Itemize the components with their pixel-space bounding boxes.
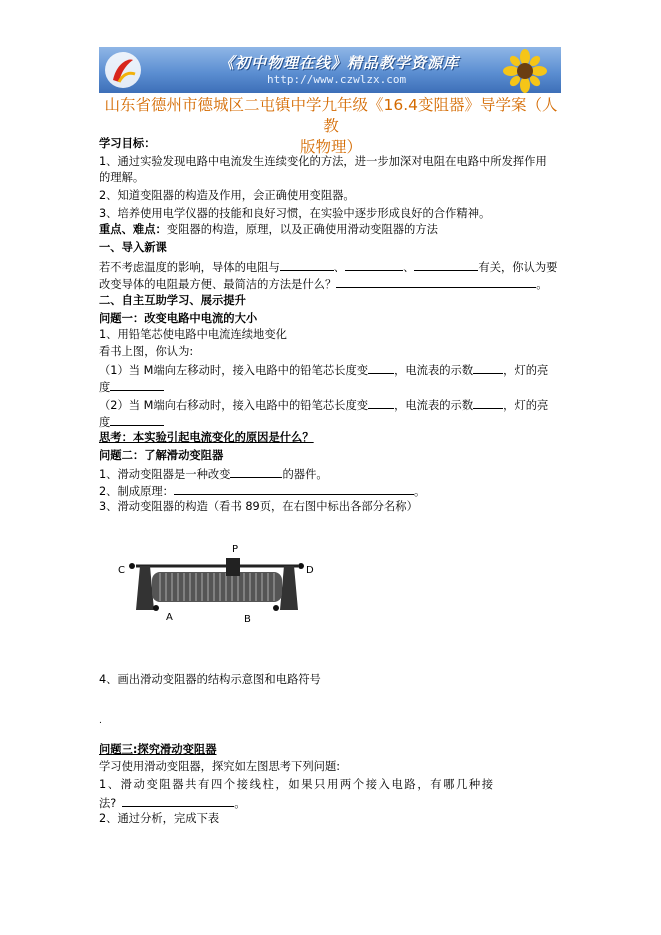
blank-field[interactable] — [473, 396, 503, 409]
key-points — [99, 222, 438, 237]
problem2-item2 — [99, 482, 425, 499]
q1-du: 度 — [99, 381, 111, 394]
blank-field[interactable] — [110, 413, 164, 426]
q2-text2: ，电流表的示数 — [394, 399, 474, 412]
problem3-heading: 问题三:探究滑动变阻器 — [99, 743, 217, 756]
rheostat-diagram — [108, 540, 323, 630]
document-title-line1: 山东省德州市德城区二屯镇中学九年级《16.4变阻器》导学案（人教 — [104, 96, 558, 135]
terminal-a — [153, 605, 159, 611]
section2-heading: 二、自主互助学习、展示提升 — [99, 294, 246, 307]
slider-p — [226, 558, 240, 576]
think-question: 思考：本实验引起电流变化的原因是什么？ — [99, 431, 314, 444]
problem2-heading: 问题二：了解滑动变阻器 — [99, 449, 224, 462]
problem2-item3: 3、滑动变阻器的构造（看书 89页，在右图中标出各部分名称） — [99, 500, 418, 513]
period: 。 — [536, 278, 548, 291]
q2-text: （2）当 M端向右移动时，接入电路中的铅笔芯长度变 — [99, 399, 369, 412]
p2-1-text: 1、滑动变阻器是一种改变 — [99, 468, 231, 481]
problem1-q2 — [99, 396, 548, 413]
key-points-text: 变阻器的构造，原理，以及正确使用滑动变阻器的方法 — [166, 223, 438, 236]
label-a: A — [166, 612, 173, 623]
blank-field[interactable] — [345, 258, 403, 271]
label-d: D — [306, 565, 314, 576]
sunflower-icon — [495, 49, 555, 93]
intro-question-2 — [99, 275, 548, 292]
problem3-intro: 学习使用滑动变阻器，探究如左图思考下列问题: — [99, 760, 341, 773]
blank-field[interactable] — [368, 396, 394, 409]
document-title — [99, 95, 563, 158]
blank-field[interactable] — [230, 465, 282, 478]
problem2-item1 — [99, 465, 328, 482]
goal-1a: 1、通过实验发现电路中电流发生连续变化的方法，进一步加深对电阻在电路中所发挥作用 — [99, 155, 547, 168]
problem3-item1: 1、滑动变阻器共有四个接线柱，如果只用两个接入电路，有哪几种接 — [99, 778, 495, 791]
intro-question-1 — [99, 258, 557, 275]
intro-q1-text: 若不考虑温度的影响，导体的电阻与 — [99, 261, 280, 274]
problem3-item1-cont — [99, 794, 246, 811]
blank-field[interactable] — [174, 482, 414, 495]
label-p: P — [232, 544, 239, 555]
terminal-d — [298, 563, 304, 569]
q1-text: （1）当 M端向左移动时，接入电路中的铅笔芯长度变 — [99, 364, 369, 377]
right-stand — [280, 566, 298, 610]
p2-2-text: 2、制成原理： — [99, 485, 174, 498]
left-stand — [136, 566, 154, 610]
goal-2: 2、知道变阻器的构造及作用，会正确使用变阻器。 — [99, 189, 355, 202]
blank-field[interactable] — [110, 378, 164, 391]
header-banner — [99, 47, 561, 93]
label-b: B — [244, 614, 251, 625]
q2-text3: ，灯的亮 — [503, 399, 549, 412]
period: 。 — [234, 797, 246, 810]
banner-title: 《初中物理在线》精品教学资源库 — [219, 54, 460, 72]
p3-3-text: 法? — [99, 797, 117, 810]
q1-text3: ，灯的亮 — [503, 364, 549, 377]
intro-q2-text: 改变导体的电阻最方便、最简洁的方法是什么？ — [99, 278, 337, 291]
document-title-line2: 版物理） — [299, 138, 362, 156]
problem1-q2-cont — [99, 413, 164, 430]
period: 。 — [413, 485, 426, 498]
label-c: C — [118, 565, 125, 576]
problem1-q1-cont — [99, 378, 164, 395]
site-logo-icon — [103, 50, 143, 90]
goals-heading: 学习目标： — [99, 137, 156, 150]
blank-field[interactable] — [473, 361, 503, 374]
terminal-c — [129, 563, 135, 569]
blank-field[interactable] — [280, 258, 334, 271]
goal-3: 3、培养使用电学仪器的技能和良好习惯，在实验中逐步形成良好的合作精神。 — [99, 207, 491, 220]
problem1-prompt: 看书上图，你认为: — [99, 345, 194, 358]
problem3-item2: 2、通过分析，完成下表 — [99, 812, 220, 825]
terminal-b — [273, 605, 279, 611]
intro-sep: 、 — [403, 261, 415, 274]
problem1-item1: 1、用铅笔芯使电路中电流连续地变化 — [99, 328, 287, 341]
problem1-q1 — [99, 361, 548, 378]
goal-1b: 的理解。 — [99, 171, 145, 184]
blank-field[interactable] — [368, 361, 394, 374]
blank-field[interactable] — [414, 258, 478, 271]
banner-url[interactable]: http://www.czwlzx.com — [267, 73, 407, 86]
stray-dot: . — [99, 716, 102, 726]
intro-sep: 、 — [333, 261, 346, 274]
q2-du: 度 — [99, 416, 111, 429]
problem1-heading: 问题一：改变电路中电流的大小 — [99, 312, 258, 325]
q1-text2: ，电流表的示数 — [394, 364, 474, 377]
blank-field[interactable] — [336, 275, 536, 288]
blank-field[interactable] — [122, 794, 234, 807]
problem2-item4: 4、画出滑动变阻器的结构示意图和电路符号 — [99, 673, 321, 686]
intro-heading: 一、导入新课 — [99, 241, 167, 254]
p2-1-end: 的器件。 — [282, 468, 328, 481]
intro-q1-end: 有关，你认为要 — [478, 261, 558, 274]
key-points-label: 重点、难点： — [99, 223, 167, 236]
